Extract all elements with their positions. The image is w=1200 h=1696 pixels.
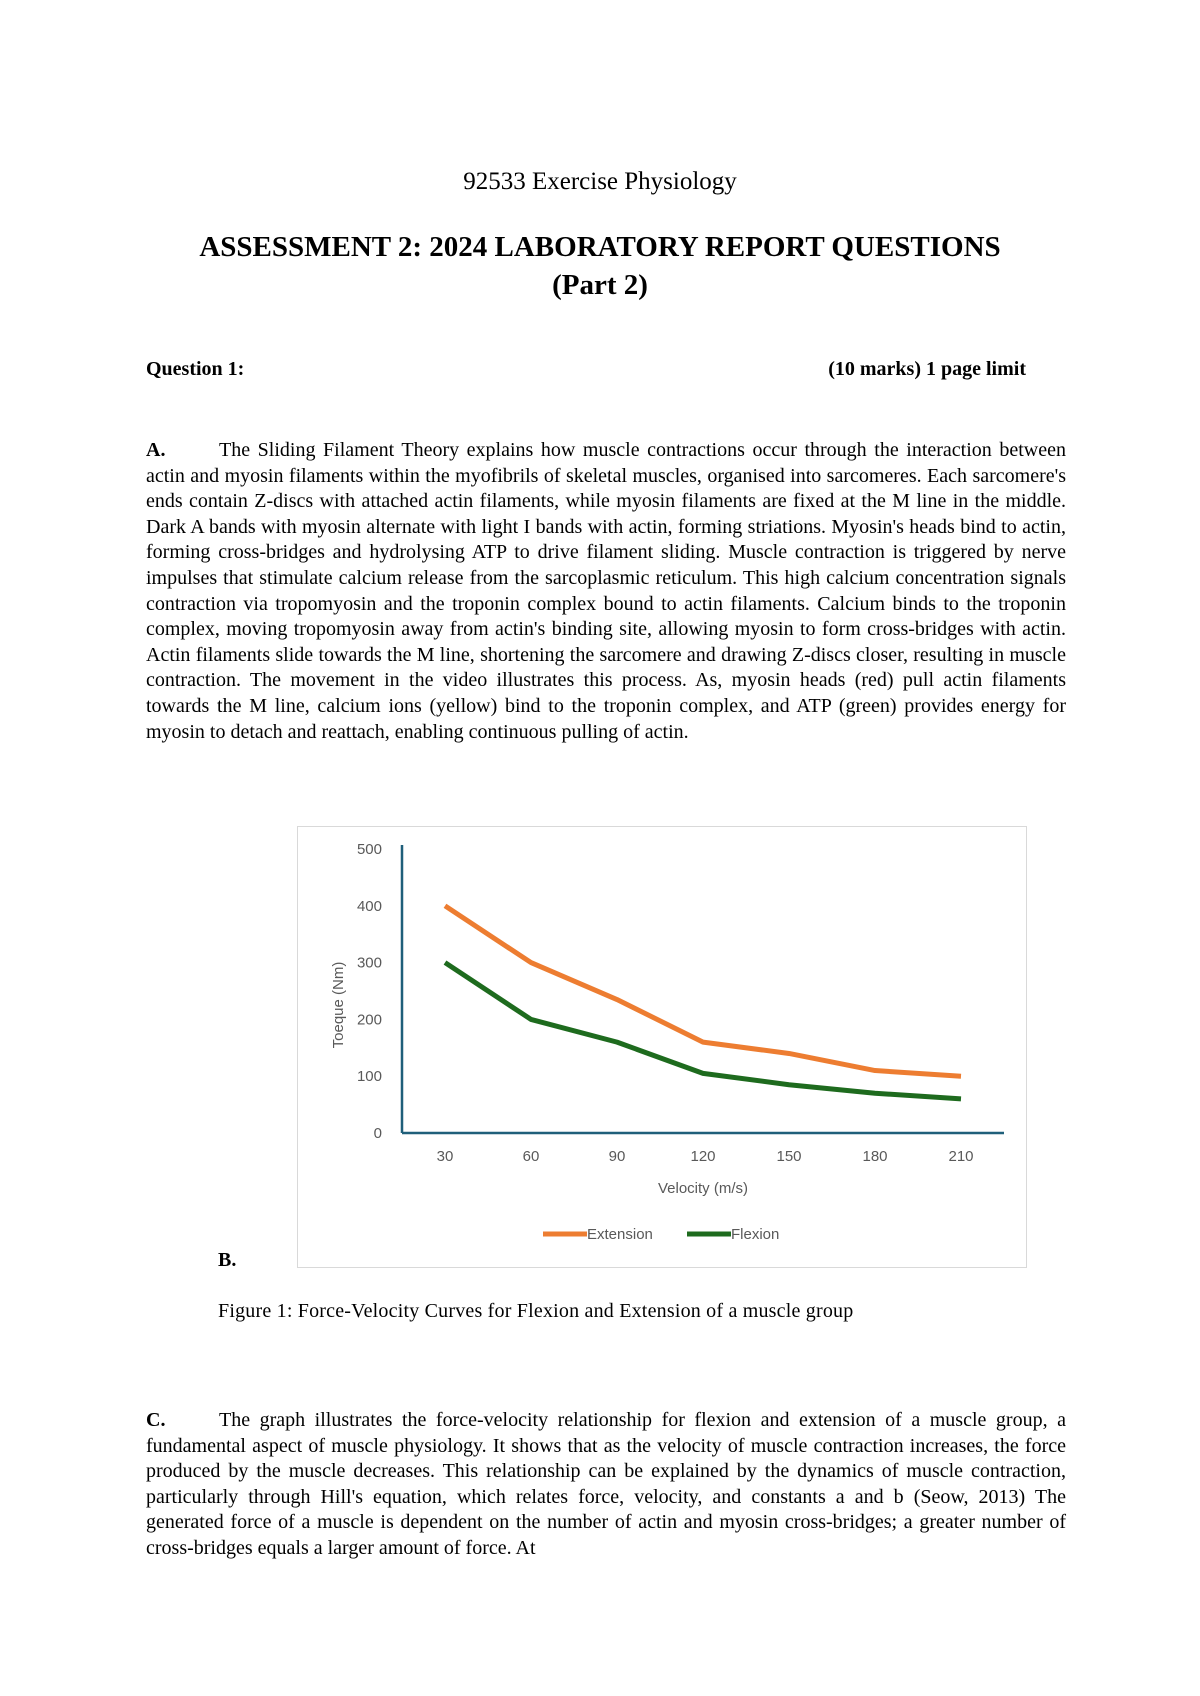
title-line-2: (Part 2) (552, 269, 648, 301)
y-tick-label: 100 (356, 1068, 382, 1086)
part-b-label: B. (218, 1249, 237, 1271)
y-tick-label: 200 (356, 1011, 382, 1029)
y-axis-label: Toeque (Nm) (330, 961, 347, 1049)
legend-label-extension: Extension (587, 1226, 653, 1243)
x-tick-label: 90 (608, 1148, 626, 1165)
legend-label-flexion: Flexion (731, 1226, 780, 1243)
part-a-paragraph (146, 438, 1066, 745)
question-marks: (10 marks) 1 page limit (828, 358, 1026, 380)
x-axis-label: Velocity (m/s) (657, 1180, 749, 1197)
chart-svg (298, 827, 1028, 1269)
x-tick-label: 180 (862, 1148, 888, 1165)
x-tick-label: 210 (948, 1148, 974, 1165)
x-tick-label: 30 (436, 1148, 454, 1165)
y-tick-label: 0 (373, 1125, 382, 1142)
force-velocity-chart (297, 826, 1027, 1268)
assessment-title (0, 228, 1200, 304)
y-tick-label: 300 (356, 954, 382, 972)
part-c-label: C. (146, 1409, 166, 1431)
title-line-1: ASSESSMENT 2: 2024 LABORATORY REPORT QUESTIONS (199, 231, 1001, 263)
y-tick-label: 400 (356, 897, 382, 915)
figure-caption: Figure 1: Force-Velocity Curves for Flexion and Extension of a muscle group (218, 1300, 854, 1322)
series-line-extension (445, 906, 961, 1076)
part-c-paragraph (146, 1408, 1066, 1562)
part-a-text: The Sliding Filament Theory explains how muscle contractions occur through the interaction between actin and myosin filaments within the myofibrils of skeletal muscles, organised into sarcomeres. Each sarcomere's ends contain Z-discs with attached actin filaments, while myosin filaments are fixed at the M line in the middle. Dark A bands with myosin alternate with light I bands with actin, forming striations. Myosin's heads bind to actin, forming cross-bridges and hydrolysing ATP to drive filament sliding. Muscle contraction is triggered by nerve impulses that stimulate calcium release from the sarcoplasmic reticulum. This high calcium concentration signals contraction via tropomyosin and the troponin complex bound to actin filaments. Calcium binds to the troponin complex, moving tropomyosin away from actin's binding site, allowing myosin to form cross-bridges with actin. Actin filaments slide towards the M line, shortening the sarcomere and drawing Z-discs closer, resulting in muscle contraction. The movement in the video illustrates this process. As, myosin heads (red) pull actin filaments towards the M line, calcium ions (yellow) bind to the troponin complex, and ATP (green) provides energy for myosin to detach and reattach, enabling continuous pulling of actin. (146, 439, 1066, 743)
course-title: 92533 Exercise Physiology (463, 168, 737, 195)
part-c-text: The graph illustrates the force-velocity relationship for flexion and extension of a muscle group, a fundamental aspect of muscle physiology. It shows that as the velocity of muscle contraction increases, the force produced by the muscle decreases. This relationship can be explained by the dynamics of muscle contraction, particularly through Hill's equation, which relates force, velocity, and constants a and b (Seow, 2013) The generated force of a muscle is dependent on the number of actin and myosin cross-bridges; a greater number of cross-bridges equals a larger amount of force. At (146, 1409, 1066, 1559)
series-line-flexion (445, 963, 961, 1099)
question-header (146, 358, 1026, 381)
x-tick-label: 150 (776, 1148, 802, 1165)
x-tick-label: 120 (690, 1148, 716, 1165)
question-label: Question 1: (146, 358, 245, 380)
y-tick-label: 500 (356, 841, 382, 858)
x-tick-label: 60 (522, 1148, 540, 1165)
part-a-label: A. (146, 439, 166, 461)
